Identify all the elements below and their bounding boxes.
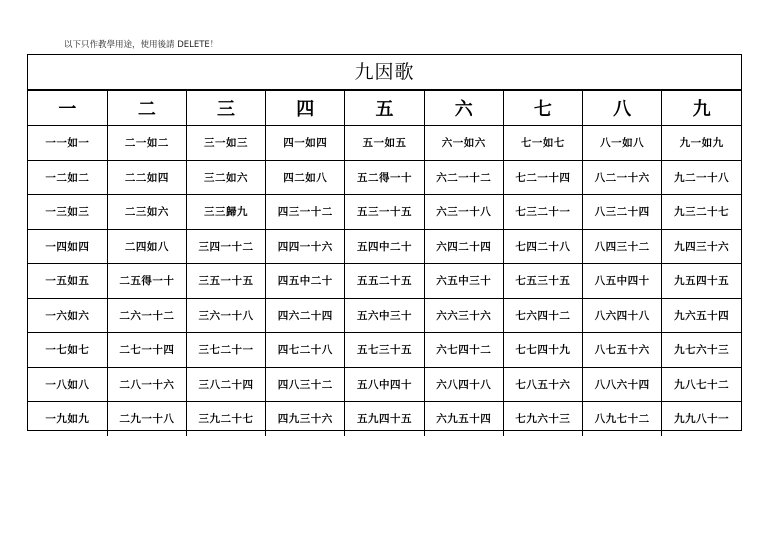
table-row xyxy=(28,195,741,230)
table-cell: 六九五十四 xyxy=(424,402,503,436)
table-cell: 四四一十六 xyxy=(266,229,345,264)
column-header: 五 xyxy=(345,91,424,126)
table-cell: 九七六十三 xyxy=(662,333,741,368)
column-header: 七 xyxy=(503,91,582,126)
table-cell: 八八六十四 xyxy=(583,367,662,402)
table-cell: 三八二十四 xyxy=(186,367,265,402)
table-cell: 一五如五 xyxy=(28,264,107,299)
column-header: 九 xyxy=(662,91,741,126)
table-cell: 五二得一十 xyxy=(345,160,424,195)
table-row xyxy=(28,229,741,264)
table-cell: 九六五十四 xyxy=(662,298,741,333)
column-header: 八 xyxy=(583,91,662,126)
table-cell: 九四三十六 xyxy=(662,229,741,264)
table-cell: 八二一十六 xyxy=(583,160,662,195)
table-cell: 三四一十二 xyxy=(186,229,265,264)
table-cell: 一九如九 xyxy=(28,402,107,436)
table-cell: 六一如六 xyxy=(424,126,503,161)
table-cell: 七一如七 xyxy=(503,126,582,161)
table-cell: 四二如八 xyxy=(266,160,345,195)
column-header: 三 xyxy=(186,91,265,126)
table-cell: 四六二十四 xyxy=(266,298,345,333)
table-cell: 四八三十二 xyxy=(266,367,345,402)
table-cell: 三五一十五 xyxy=(186,264,265,299)
table-cell: 二四如八 xyxy=(107,229,186,264)
column-header: 六 xyxy=(424,91,503,126)
table-cell: 四一如四 xyxy=(266,126,345,161)
table-cell: 七五三十五 xyxy=(503,264,582,299)
table-cell: 五三一十五 xyxy=(345,195,424,230)
table-cell: 一二如二 xyxy=(28,160,107,195)
column-header: 二 xyxy=(107,91,186,126)
table-cell: 二二如四 xyxy=(107,160,186,195)
table-row xyxy=(28,160,741,195)
table-cell: 四三一十二 xyxy=(266,195,345,230)
column-header: 四 xyxy=(266,91,345,126)
table-cell: 九五四十五 xyxy=(662,264,741,299)
table-cell: 八一如八 xyxy=(583,126,662,161)
table-cell: 五四中二十 xyxy=(345,229,424,264)
table-cell: 七八五十六 xyxy=(503,367,582,402)
column-header: 一 xyxy=(28,91,107,126)
table-row xyxy=(28,298,741,333)
table-cell: 六三一十八 xyxy=(424,195,503,230)
table-cell: 一一如一 xyxy=(28,126,107,161)
table-row xyxy=(28,402,741,436)
table-cell: 二三如六 xyxy=(107,195,186,230)
table-cell: 九八七十二 xyxy=(662,367,741,402)
table-cell: 五七三十五 xyxy=(345,333,424,368)
table-cell: 五九四十五 xyxy=(345,402,424,436)
table-cell: 五六中三十 xyxy=(345,298,424,333)
table-cell: 九二一十八 xyxy=(662,160,741,195)
table-cell: 八七五十六 xyxy=(583,333,662,368)
table-cell: 九一如九 xyxy=(662,126,741,161)
table-cell: 八六四十八 xyxy=(583,298,662,333)
table-cell: 七四二十八 xyxy=(503,229,582,264)
table-cell: 七三二十一 xyxy=(503,195,582,230)
table-cell: 一三如三 xyxy=(28,195,107,230)
table-cell: 一四如四 xyxy=(28,229,107,264)
sheet-title: 九因歌 xyxy=(28,55,741,90)
table-cell: 三三歸九 xyxy=(186,195,265,230)
table-cell: 六五中三十 xyxy=(424,264,503,299)
table-cell: 三六一十八 xyxy=(186,298,265,333)
table-cell: 八九七十二 xyxy=(583,402,662,436)
table-cell: 九九八十一 xyxy=(662,402,741,436)
table-cell: 七六四十二 xyxy=(503,298,582,333)
table-cell: 二八一十六 xyxy=(107,367,186,402)
table-cell: 五五二十五 xyxy=(345,264,424,299)
table-cell: 七九六十三 xyxy=(503,402,582,436)
table-cell: 三一如三 xyxy=(186,126,265,161)
table-cell: 二七一十四 xyxy=(107,333,186,368)
table-cell: 七七四十九 xyxy=(503,333,582,368)
table-cell: 四七二十八 xyxy=(266,333,345,368)
header-row xyxy=(28,91,741,126)
table-cell: 九三二十七 xyxy=(662,195,741,230)
table-cell: 一七如七 xyxy=(28,333,107,368)
table-row xyxy=(28,126,741,161)
table-cell: 一六如六 xyxy=(28,298,107,333)
table-cell: 七二一十四 xyxy=(503,160,582,195)
table-cell: 六六三十六 xyxy=(424,298,503,333)
table-cell: 三九二十七 xyxy=(186,402,265,436)
table-cell: 六八四十八 xyxy=(424,367,503,402)
table-row xyxy=(28,333,741,368)
multiplication-sheet xyxy=(27,54,742,431)
table-cell: 四五中二十 xyxy=(266,264,345,299)
table-cell: 五八中四十 xyxy=(345,367,424,402)
table-cell: 二一如二 xyxy=(107,126,186,161)
table-cell: 六二一十二 xyxy=(424,160,503,195)
table-cell: 三七二十一 xyxy=(186,333,265,368)
multiplication-table xyxy=(28,90,741,436)
table-cell: 一八如八 xyxy=(28,367,107,402)
table-cell: 三二如六 xyxy=(186,160,265,195)
table-cell: 二六一十二 xyxy=(107,298,186,333)
table-cell: 六七四十二 xyxy=(424,333,503,368)
table-cell: 二五得一十 xyxy=(107,264,186,299)
table-body xyxy=(28,126,741,436)
table-cell: 二九一十八 xyxy=(107,402,186,436)
usage-note: 以下只作教學用途，使用後請 DELETE！ xyxy=(64,40,219,50)
table-cell: 六四二十四 xyxy=(424,229,503,264)
table-cell: 八四三十二 xyxy=(583,229,662,264)
table-cell: 八五中四十 xyxy=(583,264,662,299)
table-cell: 八三二十四 xyxy=(583,195,662,230)
table-row xyxy=(28,264,741,299)
table-cell: 五一如五 xyxy=(345,126,424,161)
table-row xyxy=(28,367,741,402)
table-cell: 四九三十六 xyxy=(266,402,345,436)
